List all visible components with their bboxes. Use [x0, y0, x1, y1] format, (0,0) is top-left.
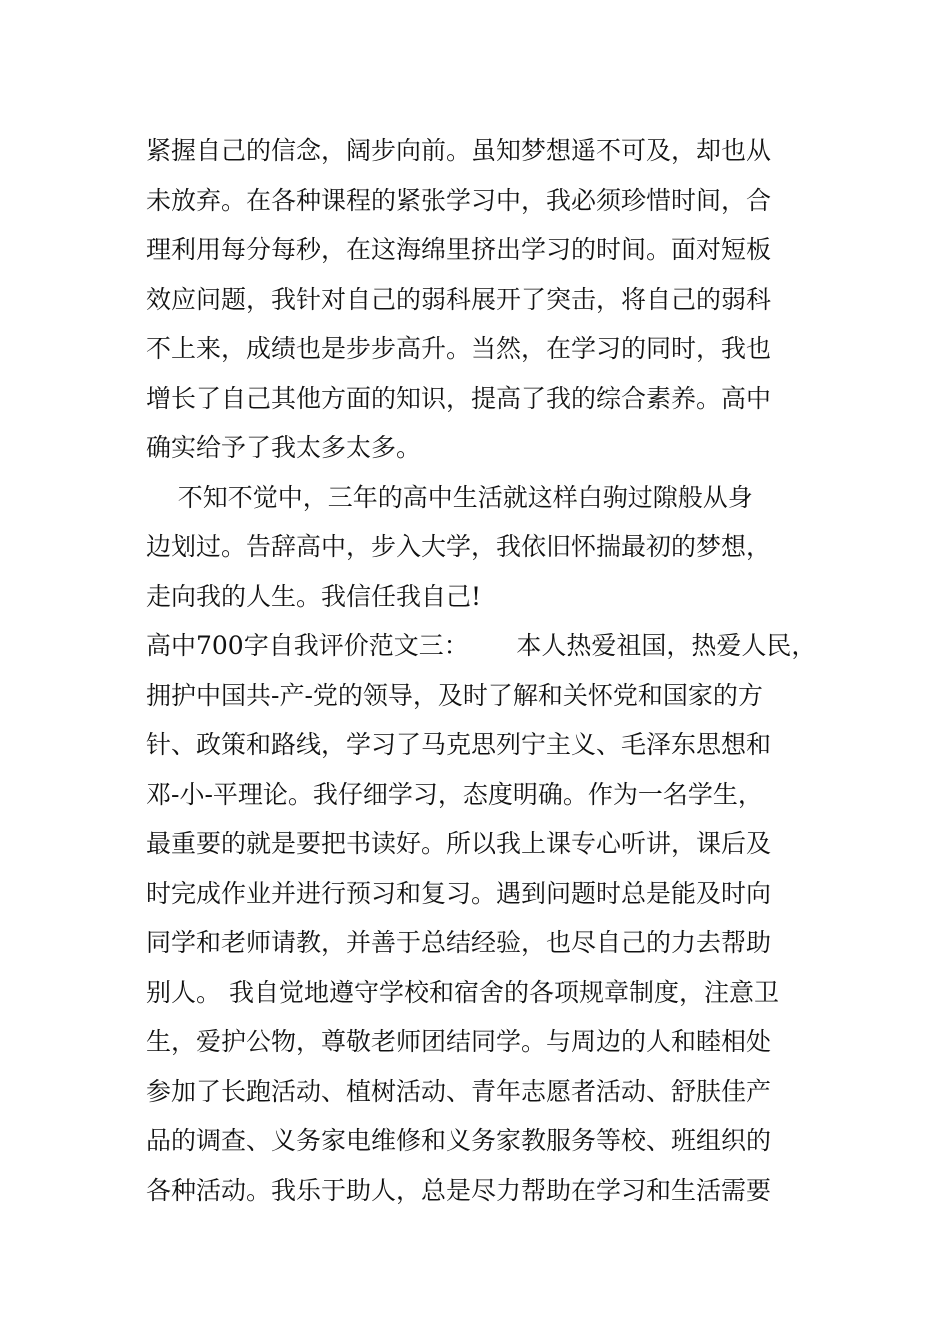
- text-line: 时完成作业并进行预习和复习。遇到问题时总是能及时向: [146, 878, 772, 908]
- text-line: 别人。 我自觉地遵守学校和宿舍的各项规章制度，注意卫: [146, 977, 779, 1007]
- text-line: 同学和老师请教，并善于总结经验，也尽自己的力去帮助: [146, 928, 772, 957]
- text-line: 生，爱护公物，尊敬老师团结同学。与周边的人和睦相处: [146, 1027, 772, 1056]
- text-line: 理利用每分每秒，在这海绵里挤出学习的时间。面对短板: [146, 235, 772, 264]
- text-line: 不知不觉中，三年的高中生活就这样白驹过隙般从身: [146, 482, 753, 512]
- text-line: 邓-小-平理论。我仔细学习，态度明确。作为一名学生，: [146, 779, 763, 809]
- text-line: 走向我的人生。我信任我自己!: [146, 581, 482, 611]
- text-line: 紧握自己的信念，阔步向前。虽知梦想遥不可及，却也从: [146, 136, 772, 165]
- text-line: 品的调查、义务家电维修和义务家教服务等校、班组织的: [146, 1126, 772, 1155]
- text-line: 效应问题，我针对自己的弱科展开了突击，将自己的弱科: [146, 284, 772, 314]
- text-line: 确实给予了我太多太多。: [146, 433, 422, 462]
- text-line: 不上来，成绩也是步步高升。当然，在学习的同时，我也: [146, 334, 772, 363]
- text-line: 各种活动。我乐于助人，总是尽力帮助在学习和生活需要: [146, 1175, 772, 1205]
- text-line: 增长了自己其他方面的知识，提高了我的综合素养。高中: [146, 383, 772, 413]
- document-body: [146, 126, 836, 1215]
- text-line: 针、政策和路线，学习了马克思列宁主义、毛泽东思想和: [146, 730, 772, 759]
- text-line: 边划过。告辞高中，步入大学，我依旧怀揣最初的梦想，: [146, 532, 772, 561]
- text-line: 参加了长跑活动、植树活动、青年志愿者活动、舒肤佳产: [146, 1076, 772, 1106]
- text-line: 最重要的就是要把书读好。所以我上课专心听讲，课后及: [146, 829, 772, 858]
- text-line: 未放弃。在各种课程的紧张学习中，我必须珍惜时间，合: [146, 185, 772, 215]
- text-line: 拥护中国共-产-党的领导，及时了解和关怀党和国家的方: [146, 680, 763, 710]
- section-heading-line: 高中700字自我评价范文三： 本人热爱祖国，热爱人民，: [146, 631, 817, 660]
